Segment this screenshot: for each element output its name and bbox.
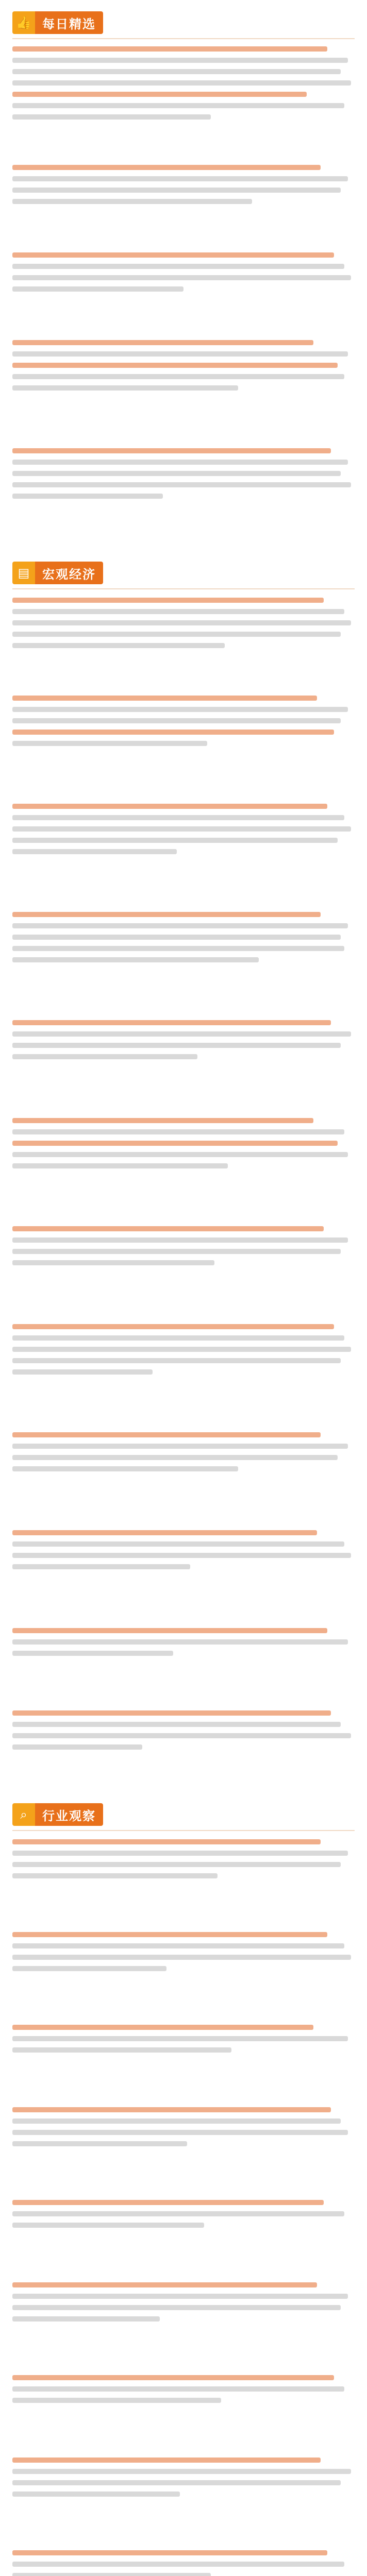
text-placeholder: [12, 1118, 355, 1168]
section-title: 每日精选: [35, 11, 103, 34]
content-block: [12, 252, 355, 335]
text-placeholder: [12, 2375, 355, 2403]
text-placeholder: [12, 340, 355, 391]
text-placeholder: [12, 165, 355, 204]
text-placeholder: [12, 2458, 355, 2497]
text-placeholder: [12, 2200, 355, 2228]
text-placeholder: [12, 912, 355, 962]
content-block: [12, 1530, 355, 1623]
bar-chart-icon: ▤: [12, 562, 35, 584]
text-placeholder: [12, 2025, 355, 2053]
content-block: [12, 1628, 355, 1705]
text-placeholder: [12, 1324, 355, 1375]
content-block: [12, 2025, 355, 2102]
text-placeholder: [12, 1020, 355, 1059]
content-block: [12, 2107, 355, 2195]
text-placeholder: [12, 598, 355, 648]
content-block: [12, 2200, 355, 2277]
text-placeholder: [12, 2107, 355, 2146]
content-block: [12, 912, 355, 1015]
text-placeholder: [12, 1710, 355, 1750]
text-placeholder: [12, 252, 355, 292]
content-block: [12, 598, 355, 690]
text-placeholder: [12, 46, 355, 120]
text-placeholder: [12, 448, 355, 499]
section-header-daily-picks: [12, 11, 103, 34]
content-block: [12, 2282, 355, 2370]
text-placeholder: [12, 1932, 355, 1971]
text-placeholder: [12, 1839, 355, 1878]
section-divider: [12, 588, 355, 589]
section-title: 宏观经济: [35, 562, 103, 584]
text-placeholder: [12, 696, 355, 746]
content-block: [12, 1432, 355, 1525]
content-block: [12, 2458, 355, 2545]
content-block: [12, 1226, 355, 1319]
content-block: [12, 340, 355, 443]
content-block: [12, 1839, 355, 1927]
content-block: [12, 165, 355, 247]
content-block: [12, 804, 355, 907]
text-placeholder: [12, 1530, 355, 1569]
text-placeholder: [12, 2550, 355, 2576]
content-block: [12, 2550, 355, 2576]
section-divider: [12, 1830, 355, 1831]
content-block: [12, 448, 355, 551]
content-block: [12, 46, 355, 160]
section-header-macro-economy: [12, 562, 103, 584]
magnifier-icon: ⌕: [12, 1803, 35, 1826]
thumbs-up-icon: 👍: [12, 11, 35, 34]
text-placeholder: [12, 804, 355, 854]
text-placeholder: [12, 1628, 355, 1656]
section-title: 行业观察: [35, 1803, 103, 1826]
content-block: [12, 1324, 355, 1427]
text-placeholder: [12, 2282, 355, 2321]
content-block: [12, 696, 355, 799]
content-block: [12, 1932, 355, 2020]
text-placeholder: [12, 1226, 355, 1265]
content-block: [12, 1118, 355, 1221]
content-block: [12, 2375, 355, 2452]
section-divider: [12, 38, 355, 39]
text-placeholder: [12, 1432, 355, 1471]
section-header-industry-watch: [12, 1803, 103, 1826]
content-block: [12, 1710, 355, 1793]
content-block: [12, 1020, 355, 1113]
